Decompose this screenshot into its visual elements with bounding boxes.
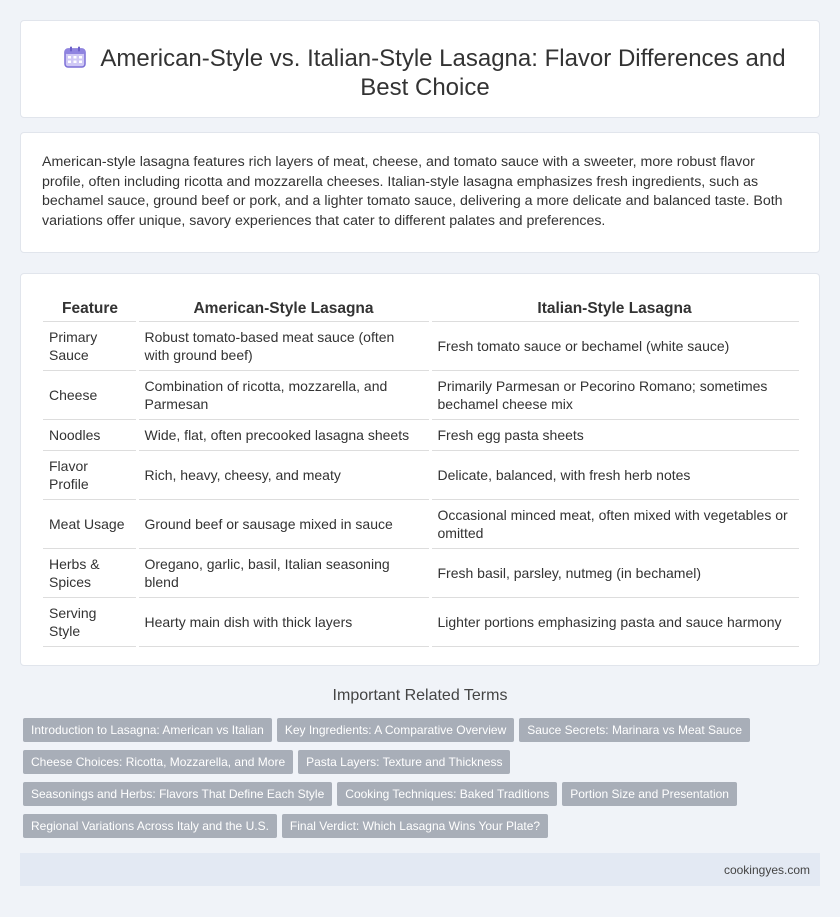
related-term-tag[interactable]: Portion Size and Presentation [562, 782, 737, 806]
related-terms-title: Important Related Terms [332, 687, 508, 704]
cell-american: Rich, heavy, cheesy, and meaty [137, 450, 430, 499]
related-term-tag[interactable]: Cheese Choices: Ricotta, Mozzarella, and More [23, 750, 293, 774]
comparison-card [20, 273, 820, 666]
intro-card [20, 132, 820, 253]
page-title [61, 44, 789, 102]
cell-feature: Meat Usage [43, 499, 137, 548]
related-term-tag[interactable]: Seasonings and Herbs: Flavors That Define Each Style [23, 782, 332, 806]
cell-feature: Cheese [43, 370, 137, 419]
cell-feature: Serving Style [43, 597, 137, 646]
intro-paragraph: American-style lasagna features rich layers of meat, cheese, and tomato sauce with a sweeter, more robust flavor profile, often including ricotta and mozzarella cheeses. Italian-style lasagna emphasizes fresh ingredients, such as bechamel sauce, ground beef or pork, and a lighter tomato sauce, delivering a more delicate and balanced taste. Both variations offer unique, savory experiences that cater to different palates and preferences. [42, 154, 783, 230]
table-header-row [43, 294, 799, 321]
comparison-table [43, 294, 799, 647]
related-term-tag[interactable]: Final Verdict: Which Lasagna Wins Your Plate? [282, 814, 548, 838]
related-term-tag[interactable]: Sauce Secrets: Marinara vs Meat Sauce [519, 718, 750, 742]
cell-feature: Flavor Profile [43, 450, 137, 499]
cell-italian: Fresh tomato sauce or bechamel (white sauce) [430, 321, 799, 370]
header-american: American-Style Lasagna [137, 294, 430, 321]
related-term-tag[interactable]: Cooking Techniques: Baked Traditions [337, 782, 557, 806]
related-terms-list [23, 718, 818, 846]
related-term-tag[interactable]: Pasta Layers: Texture and Thickness [298, 750, 510, 774]
cell-american: Combination of ricotta, mozzarella, and Parmesan [137, 370, 430, 419]
cell-italian: Delicate, balanced, with fresh herb notes [430, 450, 799, 499]
cell-italian: Primarily Parmesan or Pecorino Romano; sometimes bechamel cheese mix [430, 370, 799, 419]
cell-american: Wide, flat, often precooked lasagna sheets [137, 419, 430, 450]
footer-site[interactable]: cookingyes.com [723, 863, 810, 877]
table-row [43, 370, 799, 419]
cell-italian: Lighter portions emphasizing pasta and sauce harmony [430, 597, 799, 646]
cell-american: Hearty main dish with thick layers [137, 597, 430, 646]
cell-american: Robust tomato-based meat sauce (often with ground beef) [137, 321, 430, 370]
title-card [20, 20, 820, 118]
table-row [43, 321, 799, 370]
cell-italian: Fresh basil, parsley, nutmeg (in bechamel) [430, 548, 799, 597]
cell-italian: Fresh egg pasta sheets [430, 419, 799, 450]
table-row [43, 419, 799, 450]
table-row [43, 548, 799, 597]
page-title-text: American-Style vs. Italian-Style Lasagna: Flavor Differences and Best Choice [100, 45, 786, 101]
table-row [43, 597, 799, 646]
calendar-grid-icon [64, 46, 86, 68]
related-term-tag[interactable]: Regional Variations Across Italy and the U.S. [23, 814, 277, 838]
cell-feature: Noodles [43, 419, 137, 450]
table-row [43, 499, 799, 548]
cell-italian: Occasional minced meat, often mixed with vegetables or omitted [430, 499, 799, 548]
related-term-tag[interactable]: Key Ingredients: A Comparative Overview [277, 718, 514, 742]
related-term-tag[interactable]: Introduction to Lasagna: American vs Italian [23, 718, 272, 742]
table-body [43, 321, 799, 646]
cell-american: Oregano, garlic, basil, Italian seasoning blend [137, 548, 430, 597]
footer [20, 853, 820, 886]
cell-american: Ground beef or sausage mixed in sauce [137, 499, 430, 548]
table-row [43, 450, 799, 499]
cell-feature: Herbs & Spices [43, 548, 137, 597]
header-feature: Feature [43, 294, 137, 321]
header-italian: Italian-Style Lasagna [430, 294, 799, 321]
cell-feature: Primary Sauce [43, 321, 137, 370]
